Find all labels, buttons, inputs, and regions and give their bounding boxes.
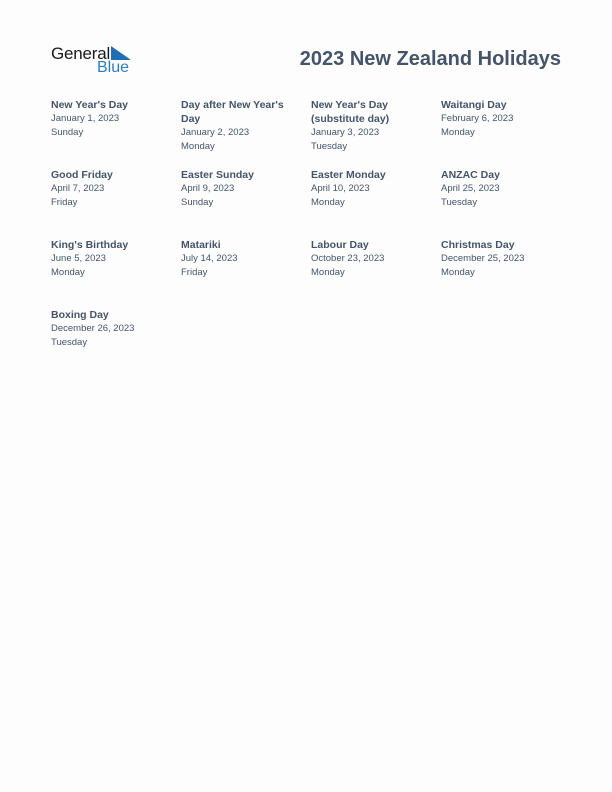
brand-logo — [51, 44, 141, 78]
holiday-date: April 9, 2023 — [181, 183, 235, 194]
logo-word-blue: Blue — [97, 59, 130, 76]
holiday-date: April 25, 2023 — [441, 183, 500, 194]
holiday-weekday: Monday — [311, 196, 345, 208]
holiday-date: January 3, 2023 — [311, 127, 380, 138]
holiday-date: January 1, 2023 — [51, 113, 120, 124]
holiday-weekday: Monday — [441, 126, 475, 138]
holiday-item — [311, 238, 431, 279]
holiday-weekday: Sunday — [181, 196, 214, 208]
holiday-date: December 25, 2023 — [441, 253, 525, 264]
page-title: 2023 New Zealand Holidays — [299, 48, 561, 70]
holiday-date: February 6, 2023 — [441, 113, 514, 124]
holiday-date: July 14, 2023 — [181, 253, 238, 264]
holiday-name: Good Friday — [51, 169, 113, 181]
holiday-weekday: Monday — [181, 140, 215, 152]
holiday-item — [311, 168, 431, 209]
holiday-name: Waitangi Day — [441, 99, 507, 111]
holiday-item — [51, 238, 171, 279]
holiday-weekday: Monday — [51, 266, 85, 278]
holiday-item — [441, 98, 561, 139]
holiday-date: April 7, 2023 — [51, 183, 105, 194]
holiday-name: Easter Monday — [311, 169, 386, 181]
logo-word-general: General — [51, 44, 111, 63]
holiday-weekday: Sunday — [51, 126, 84, 138]
holiday-weekday: Monday — [441, 266, 475, 278]
holiday-date: January 2, 2023 — [181, 127, 250, 138]
holiday-weekday: Friday — [51, 196, 78, 208]
holiday-date: October 23, 2023 — [311, 253, 385, 264]
holiday-name: Boxing Day — [51, 309, 109, 321]
holiday-name: Day after New Year's Day — [181, 99, 284, 125]
holiday-item — [181, 98, 301, 153]
holiday-weekday: Monday — [311, 266, 345, 278]
holiday-name: Easter Sunday — [181, 169, 254, 181]
holiday-weekday: Tuesday — [51, 336, 88, 348]
holiday-item — [441, 238, 561, 279]
holiday-date: April 10, 2023 — [311, 183, 370, 194]
holiday-item — [51, 98, 171, 139]
holiday-name: ANZAC Day — [441, 169, 500, 181]
holiday-item — [181, 168, 301, 209]
holiday-weekday: Tuesday — [441, 196, 478, 208]
holiday-name: Christmas Day — [441, 239, 515, 251]
holiday-date: December 26, 2023 — [51, 323, 135, 334]
holiday-item — [51, 308, 171, 349]
holiday-name: New Year's Day (substitute day) — [311, 99, 390, 125]
holiday-item — [181, 238, 301, 279]
holiday-date: June 5, 2023 — [51, 253, 106, 264]
holiday-weekday: Tuesday — [311, 140, 348, 152]
holiday-name: New Year's Day — [51, 99, 129, 111]
holiday-weekday: Friday — [181, 266, 208, 278]
holiday-name: Labour Day — [311, 239, 369, 251]
holiday-name: King's Birthday — [51, 239, 129, 251]
holiday-name: Matariki — [181, 239, 221, 251]
holiday-item — [311, 98, 431, 153]
holiday-item — [51, 168, 171, 209]
holiday-item — [441, 168, 561, 209]
